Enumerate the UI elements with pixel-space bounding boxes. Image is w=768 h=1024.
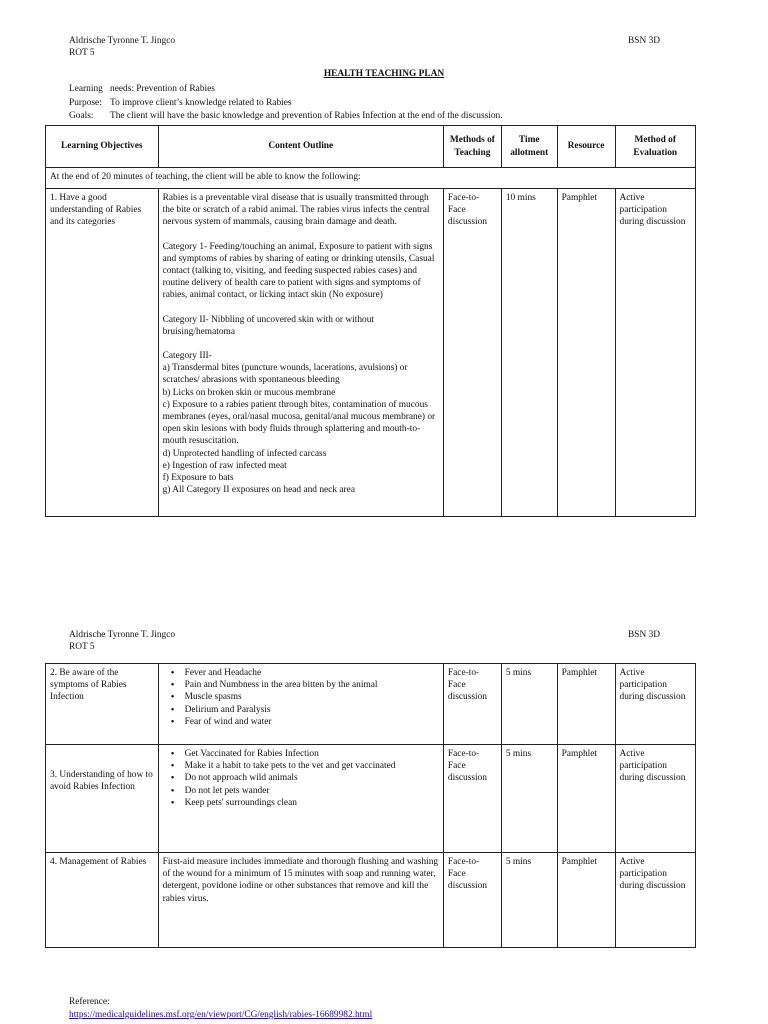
content-cell <box>158 189 443 517</box>
resource-cell: Pamphlet <box>557 745 615 853</box>
category-3-title: Category III- <box>162 351 212 362</box>
learning-label: Learning <box>69 84 103 94</box>
category-1: Category 1- Feeding/touching an animal, Exposure to patient with signs and symptoms of rabies by sharing of eating or drinking utensils, Casual contact (talking to, visiting, and feeding suspected rabies cases) and routine delivery of health care to patient with signs and symptoms of rabies, animal contact, or licking intact skin (No exposure) <box>162 241 435 301</box>
goals-line <box>69 110 503 122</box>
table-row <box>46 745 696 853</box>
header-objectives: Learning Objectives <box>46 126 159 168</box>
teaching-plan-table-1 <box>45 125 696 517</box>
learning-needs-line <box>69 83 215 95</box>
table-row <box>46 664 696 745</box>
methods-cell: Face-to-Face discussion <box>443 664 501 745</box>
intro-row <box>46 168 696 189</box>
list-item: • Do not approach wild animals <box>185 772 439 784</box>
author-name: Aldrische Tyronne T. Jingco <box>69 36 176 46</box>
category-3-item: e) Ingestion of raw infected meat <box>162 460 287 471</box>
resource-cell: Pamphlet <box>557 853 615 948</box>
table-header-row <box>46 126 696 168</box>
header-content: Content Outline <box>158 126 443 168</box>
table-row <box>46 853 696 948</box>
header-methods: Methods of Teaching <box>443 126 501 168</box>
header-evaluation: Method of Evaluation <box>615 126 696 168</box>
methods-cell: Face-to-Face discussion <box>443 745 501 853</box>
category-3-item: a) Transdermal bites (puncture wounds, lacerations, avulsions) or scratches/ abrasions with spontaneous bleeding <box>162 363 408 386</box>
list-item: • Make it a habit to take pets to the vet and get vaccinated <box>185 760 439 772</box>
header-time: Time allotment <box>501 126 557 168</box>
purpose-line <box>69 97 292 109</box>
objective-cell: 1. Have a good understanding of Rabies and its categories <box>46 189 159 517</box>
category-3-item: d) Unprotected handling of infected carcass <box>162 448 327 459</box>
document-title: HEALTH TEACHING PLAN <box>323 69 445 79</box>
time-cell: 5 mins <box>501 853 557 948</box>
header-resource: Resource <box>557 126 615 168</box>
resource-cell: Pamphlet <box>557 189 615 517</box>
table-row <box>46 189 696 517</box>
rotation-label: ROT 5 <box>69 642 95 652</box>
category-3-item: c) Exposure to a rabies patient through bites, contamination of mucous membranes (eyes, oral/nasal mucosa, genital/anal mucous membrane) or open skin lesions with body fluids through splattering and mouth-to-mouth resuscitation. <box>162 399 436 447</box>
category-3-item: f) Exposure to bats <box>162 473 234 484</box>
methods-cell: Face-to-Face discussion <box>443 853 501 948</box>
goals-label: Goals: <box>69 111 94 121</box>
objective-cell: 4. Management of Rabies <box>46 853 159 948</box>
prevention-list <box>163 748 439 809</box>
list-item: • Pain and Numbness in the area bitten by the animal <box>185 679 439 691</box>
rotation-label: ROT 5 <box>69 48 95 58</box>
time-cell: 5 mins <box>501 745 557 853</box>
category-3-item: g) All Category II exposures on head and neck area <box>162 485 355 496</box>
time-cell: 5 mins <box>501 664 557 745</box>
author-name: Aldrische Tyronne T. Jingco <box>69 630 176 640</box>
methods-cell: Face-to-Face discussion <box>443 189 501 517</box>
list-item: • Fever and Headache <box>185 667 439 679</box>
resource-cell: Pamphlet <box>557 664 615 745</box>
reference-link[interactable]: https://medicalguidelines.msf.org/en/viewport/CG/english/rabies-16689982.html <box>69 1010 373 1020</box>
list-item: • Delirium and Paralysis <box>185 704 439 716</box>
list-item: • Fear of wind and water <box>185 716 439 728</box>
evaluation-cell: Active participation during discussion <box>615 189 696 517</box>
reference-label: Reference: <box>69 997 110 1007</box>
list-item: • Do not let pets wander <box>185 785 439 797</box>
list-item: • Get Vaccinated for Rabies Infection <box>185 748 439 760</box>
evaluation-cell: Active participation during discussion <box>615 853 696 948</box>
category-2: Category II- Nibbling of uncovered skin with or without bruising/hematoma <box>162 314 375 337</box>
course-label: BSN 3D <box>628 630 661 640</box>
purpose-label: Purpose: <box>69 98 102 108</box>
purpose-value: To improve client’s knowledge related to Rabies <box>110 98 292 108</box>
symptom-list <box>163 667 439 728</box>
time-cell: 10 mins <box>501 189 557 517</box>
list-item: • Keep pets' surroundings clean <box>185 797 439 809</box>
objective-cell: 3. Understanding of how to avoid Rabies Infection <box>46 745 159 853</box>
teaching-plan-table-2 <box>45 663 696 948</box>
intro-text: At the end of 20 minutes of teaching, the client will be able to know the following: <box>46 168 696 189</box>
goals-value: The client will have the basic knowledge and prevention of Rabies Infection at the end of the discussion. <box>110 111 503 121</box>
rabies-intro: Rabies is a preventable viral disease that is usually transmitted through the bite or scratch of a rabid animal. The rabies virus infects the central nervous system of mammals, causing brain damage and death. <box>162 193 430 228</box>
content-cell: First-aid measure includes immediate and thorough flushing and washing of the wound for a minimum of 15 minutes with soap and running water, detergent, povidone iodine or other substances that remove and kill the rabies virus. <box>158 853 443 948</box>
category-3 <box>163 350 439 496</box>
list-item: • Muscle spasms <box>185 691 439 703</box>
evaluation-cell: Active participation during discussion <box>615 745 696 853</box>
course-label: BSN 3D <box>628 36 661 46</box>
learning-value: needs: Prevention of Rabies <box>110 84 215 94</box>
content-cell <box>158 745 443 853</box>
category-3-item: b) Licks on broken skin or mucous membrane <box>162 387 336 398</box>
evaluation-cell: Active participation during discussion <box>615 664 696 745</box>
content-cell <box>158 664 443 745</box>
objective-cell: 2. Be aware of the symptoms of Rabies Infection <box>46 664 159 745</box>
